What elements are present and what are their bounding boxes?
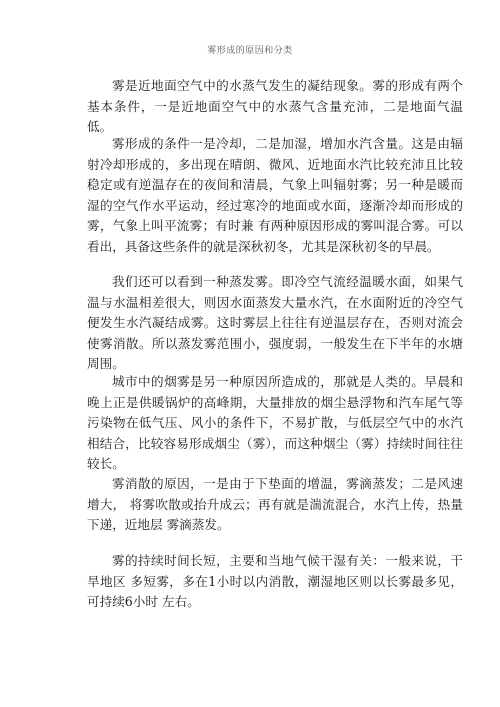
paragraph-evaporation-fog: 我们还可以看到一种蒸发雾。即冷空气流经温暖水面，如果气温与水温相差很大，则因水面蒸发大量水汽，在水面附近的冷空气便发生水汽凝结成雾。这时雾层上往往有逆温层存在，否则对流会使雾消散。所以蒸发雾范围小，强度弱，一般发生在下半年的水塘周围。 <box>87 274 463 371</box>
paragraph-fog-dissipation: 雾消散的原因，一是由于下垫面的增温，雾滴蒸发；二是风速增大， 将雾吹散或抬升成云；再有就是湍流混合，水汽上传，热量下递，近地层 雾滴蒸发。 <box>87 476 463 532</box>
document-title: 雾形成的原因和分类 <box>207 46 293 56</box>
paragraph-urban-smog: 城市中的烟雾是另一种原因所造成的，那就是人类的。早晨和晚上正是供暖锅炉的高峰期，大量排放的烟尘悬浮物和汽车尾气等污染物在低气压、风小的条件下，不易扩散，与低层空气中的水汽相结合，比较容易形成烟尘（雾），而这种烟尘（雾）持续时间往往较长。 <box>87 374 463 471</box>
paragraph-fog-duration: 雾的持续时间长短，主要和当地气候干湿有关：一般来说，干旱地区 多短雾，多在1小时以内消散，潮湿地区则以长雾最多见，可持续6小时 左右。 <box>87 553 463 609</box>
paragraph-fog-conditions: 雾形成的条件一是冷却，二是加湿，增加水汽含量。这是由辐射冷却形成的，多出现在晴朗、微风、近地面水汽比较充沛且比较稳定或有逆温存在的夜间和清晨，气象上叫辐射雾；另一种是暖而湿的空气作水平运动，经过寒冷的地面或水面，逐渐冷却而形成的雾，气象上叫平流雾；有时兼 有两种原因形成的雾叫混合雾。可以看出，具备这些条件的就是深秋初冬，尤其是深秋初冬的早晨。 <box>87 136 463 254</box>
paragraph-fog-definition: 雾是近地面空气中的水蒸气发生的凝结现象。雾的形成有两个基本条件，一是近地面空气中的水蒸气含量充沛，二是地面气温低。 <box>87 78 463 134</box>
